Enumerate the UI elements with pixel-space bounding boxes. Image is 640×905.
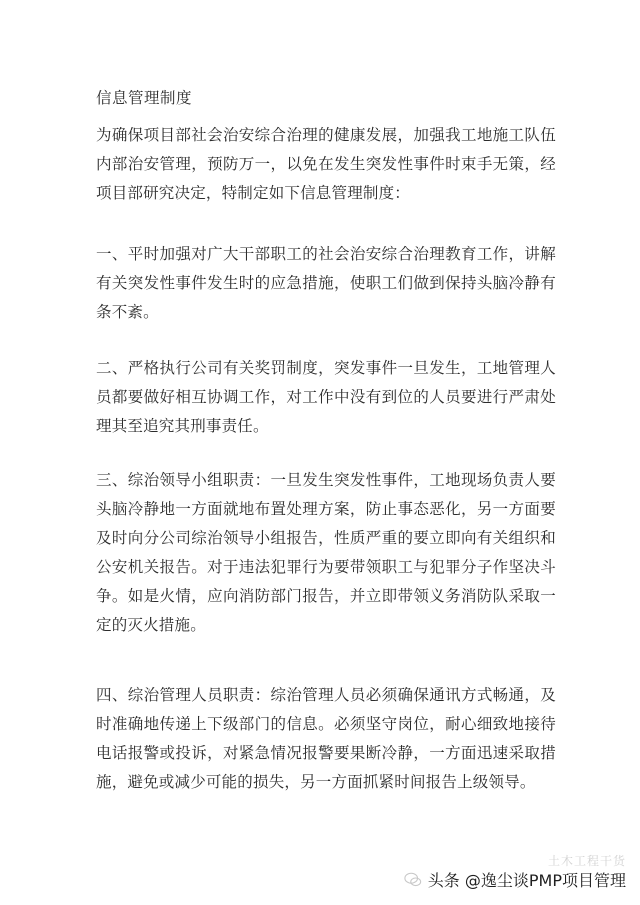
clause-4-paragraph: 四、综治管理人员职责：综治管理人员必须确保通讯方式畅通，及时准确地传递上下级部门的信息。必须坚守岗位，耐心细致地接待电话报警或投诉，对紧急情况报警要果断冷静，一方面迅速采取措施，避免或减少可能的损失，另一方面抓紧时间报告上级领导。	[96, 686, 556, 791]
clause-2-paragraph: 二、严格执行公司有关奖罚制度，突发事件一旦发生，工地管理人员都要做好相互协调工作，对工作中没有到位的人员要进行严肃处理其至追究其刑事责任。	[96, 359, 556, 435]
document-title: 信息管理制度	[96, 89, 193, 107]
watermark	[404, 854, 626, 891]
faint-watermark-text: 土木工程干货	[547, 854, 626, 868]
intro-paragraph: 为确保项目部社会治安综合治理的健康发展，加强我工地施工队伍内部治安管理，预防万一，以免在发生突发性事件时束手无策，经项目部研究决定，特制定如下信息管理制度：	[96, 126, 556, 202]
clause-1-paragraph: 一、平时加强对广大干部职工的社会治安综合治理教育工作，讲解有关突发性事件发生时的应急措施，使职工们做到保持头脑冷静有条不紊。	[96, 245, 556, 321]
clause-3-paragraph: 三、综治领导小组职责：一旦发生突发性事件，工地现场负责人要头脑冷静地一方面就地布置处理方案，防止事态恶化，另一方面要及时向分公司综治领导小组报告，性质严重的要立即向有关组织和公安机关报告。对于违法犯罪行为要带领职工与犯罪分子作坚决斗争。如是火情，应向消防部门报告，并立即带领义务消防队采取一定的灭火措施。	[96, 471, 556, 634]
wechat-bubble-icon	[404, 871, 422, 889]
watermark-text: 头条 @逸尘谈PMP项目管理	[427, 871, 626, 890]
